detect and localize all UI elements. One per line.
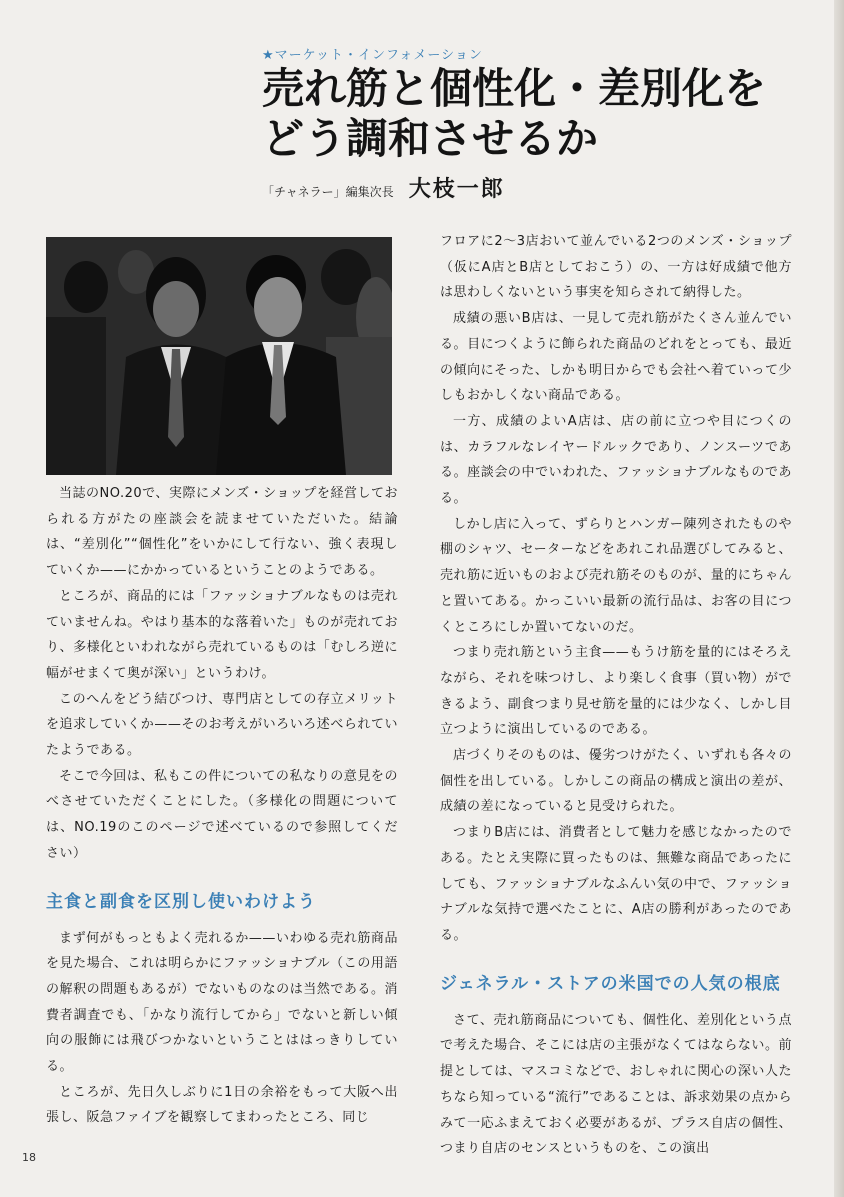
paragraph: このへんをどう結びつけ、専門店としての存立メリットを追求していくか——そのお考えがいろいろ述べられていたようである。 — [46, 691, 398, 759]
article-title — [262, 64, 822, 164]
paragraph: さて、売れ筋商品についても、個性化、差別化という点で考えた場合、そこには店の主張がなくてはならない。前提としては、マスコミなどで、おしゃれに関心の深い人たちなら知っている“流行”であることは、訴求効果の点からみて一応ふまえておく必要があるが、プラス自店の個性、つまり自店のセンスというものを、この演出 — [440, 1012, 792, 1157]
section-heading: 主食と副食を区別し使いわけよう — [46, 891, 316, 912]
paragraph: ところが、商品的には「ファッショナブルなものは売れていませんね。やはり基本的な落着いた」ものが売れており、多様化といわれながら売れているものは「むしろ逆に幅がせまくて奥が深い」というわけ。 — [46, 588, 398, 681]
paragraph: ところが、先日久しぶりに1日の余裕をもって大阪へ出張し、阪急ファイブを観察してまわったところ、同じ — [46, 1084, 398, 1126]
paragraph: 当誌のNO.20で、実際にメンズ・ショップを経営しておられる方がたの座談会を読ませていただいた。結論は、“差別化”“個性化”をいかにして行ない、強く表現していくか——にかかっているということのようである。 — [46, 486, 398, 579]
section-kicker: ★マーケット・インフォメーション — [262, 48, 483, 63]
paragraph: まず何がもっともよく売れるか——いわゆる売れ筋商品を見た場合、これは明らかにファッショナブル（この用語の解釈の問題もあるが）でないものなのは当然である。消費者調査でも、「かなり流行してから」でないと新しい傾向の服飾には飛びつかないということははっきりしている。 — [46, 930, 398, 1075]
page-number: 18 — [22, 1151, 36, 1164]
byline — [262, 172, 505, 203]
left-column — [46, 481, 398, 1131]
paragraph: 一方、成績のよいA店は、店の前に立つや目につくのは、カラフルなレイヤードルックであり、ノンスーツである。座談会の中でいわれた、ファッショナブルなものである。 — [440, 413, 792, 507]
section-heading: ジェネラル・ストアの米国での人気の根底 — [440, 973, 781, 994]
paragraph: つまり売れ筋という主食——もうけ筋を量的にはそろえながら、それを味つけし、より楽しく食事（買い物）ができるよう、副食つまり見せ筋を量的には少なく、しかし目立つように演出しているのである。 — [440, 645, 792, 738]
paragraph: 成績の悪いB店は、一見して売れ筋がたくさん並んでいる。目につくように飾られた商品のどれをとっても、最近の傾向にそった、しかも明日からでも会社へ着ていって少しもおかしくない商品である。 — [440, 311, 792, 404]
author-name: 大枝一郎 — [408, 176, 505, 202]
article-photo — [46, 237, 392, 475]
paragraph: つまりB店には、消費者として魅力を感じなかったのである。たとえ実際に買ったものは、無難な商品であったにしても、ファッショナブルなふんい気の中で、ファッショナブルな気持で選べたことに、A店の勝利があったのである。 — [440, 825, 792, 943]
right-column — [440, 229, 792, 1162]
paragraph: しかし店に入って、ずらりとハンガー陳列されたものや棚のシャツ、セーターなどをあれこれ品選びしてみると、売れ筋に近いものおよび売れ筋そのものが、量的にちゃんと置いてある。かっこいい最新の流行品は、お客の目につくところにしか置いてないのだ。 — [440, 516, 792, 635]
paragraph: 店づくりそのものは、優劣つけがたく、いずれも各々の個性を出している。しかしこの商品の構成と演出の差が、成績の差になっていると見受けられた。 — [440, 748, 792, 815]
page-edge — [834, 0, 844, 1197]
photo-two-men-icon — [46, 237, 392, 475]
paragraph: フロアに2〜3店おいて並んでいる2つのメンズ・ショップ（仮にA店とB店としておこう）の、一方は好成績で他方は思わしくないという事実を知らされて納得した。 — [440, 234, 792, 301]
paragraph: そこで今回は、私もこの件についての私なりの意見をのべさせていただくことにした。（多様化の問題については、NO.19のこのページで述べているので参照してください） — [46, 768, 398, 861]
byline-role: 「チャネラー」編集次長 — [262, 185, 394, 199]
title-line-2: どう調和させるか — [262, 114, 599, 163]
title-line-1: 売れ筋と個性化・差別化を — [262, 64, 767, 113]
